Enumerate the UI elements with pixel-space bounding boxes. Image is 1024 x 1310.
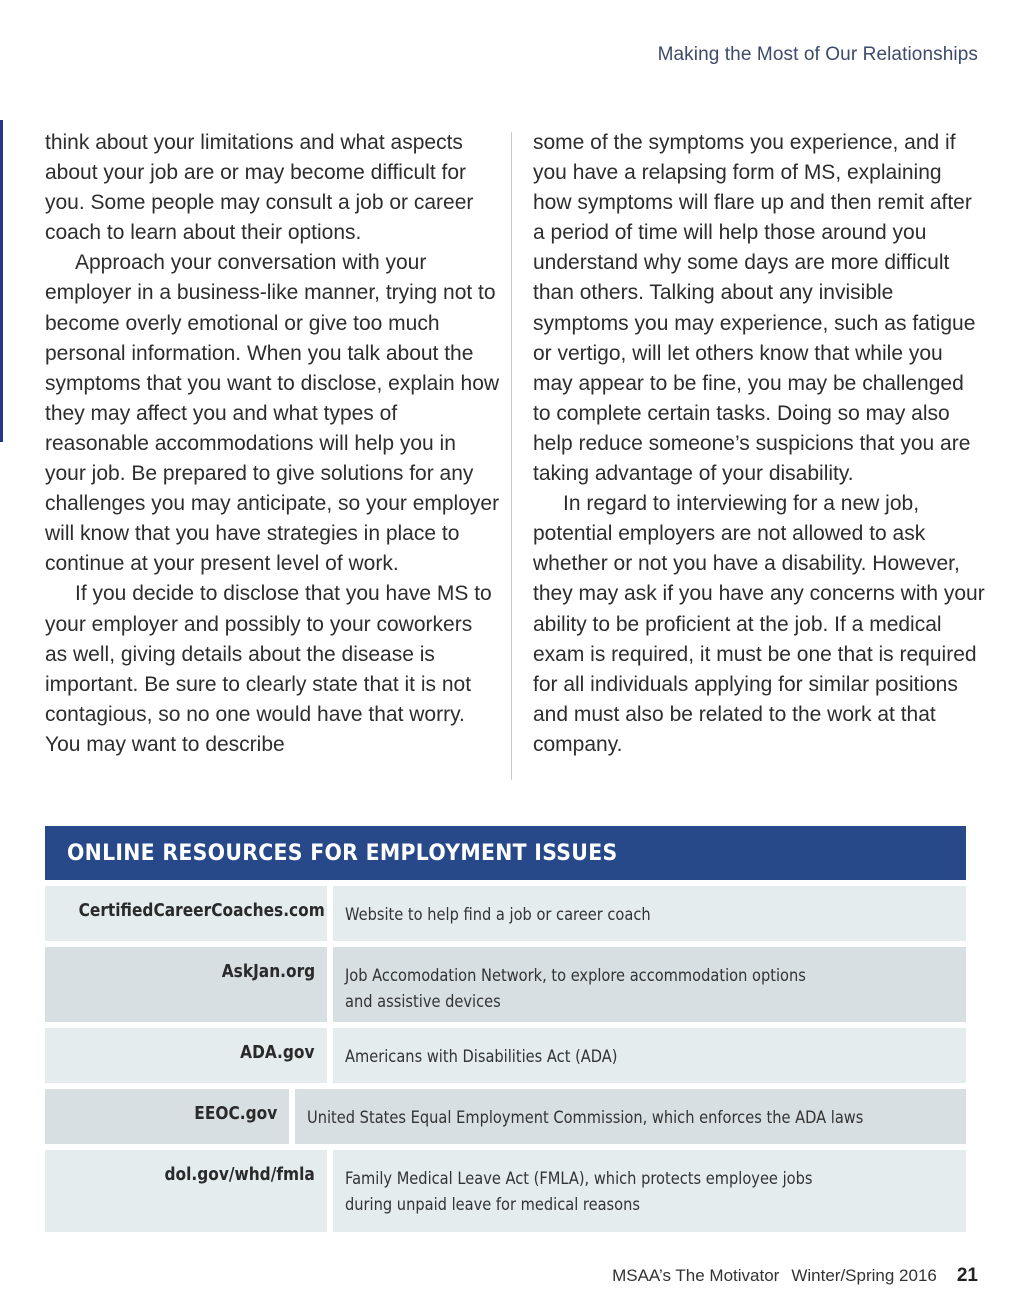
left-edge-accent-bar [0, 120, 3, 442]
page-number: 21 [956, 1265, 978, 1286]
paragraph: think about your limitations and what aspects about your job are or may become difficult for you. Some people may consult a job or career coach to learn about their options. [45, 131, 474, 245]
resources-title: ONLINE RESOURCES FOR EMPLOYMENT ISSUES [67, 840, 618, 866]
resource-description: Family Medical Leave Act (FMLA), which protects employee jobs during unpaid leave for medical reasons [333, 1150, 966, 1232]
resource-description: Job Accomodation Network, to explore accommodation options and assistive devices [333, 947, 966, 1022]
resource-row-certified-career-coaches [45, 886, 966, 941]
resource-description: Americans with Disabilities Act (ADA) [333, 1028, 966, 1083]
paragraph: some of the symptoms you experience, and if you have a relapsing form of MS, explaining how symptoms will flare up and then remit after a period of time will help those around you understand why some days are more difficult than others. Talking about any invisible symptoms you may experience, such as fatigue or vertigo, will let others know that while you may appear to be fine, you may be challenged to complete certain tasks. Doing so may also help reduce someone’s suspicions that you are taking advantage of your disability. [533, 131, 976, 486]
resource-site-link[interactable]: AskJan.org [45, 947, 327, 1022]
resource-row-askjan [45, 947, 966, 1022]
footer-publication: MSAA’s The Motivator [612, 1266, 780, 1285]
running-header: Making the Most of Our Relationships [657, 44, 978, 65]
resource-description: Website to help find a job or career coach [333, 886, 966, 941]
paragraph: Approach your conversation with your employer in a business-like manner, trying not to become overly emotional or give too much personal information. When you talk about the symptoms that you want to disclose, explain how they may affect you and what types of reasonable accommodations will help you in your job. Be prepared to give solutions for any challenges you may anticipate, so your employer will know that you have strategies in place to continue at your present level of work. [45, 251, 500, 576]
resource-row-eeoc-gov [45, 1089, 966, 1144]
resource-site-link[interactable]: EEOC.gov [45, 1089, 289, 1144]
footer-issue: Winter/Spring 2016 [791, 1266, 937, 1285]
resource-site-link[interactable]: dol.gov/whd/fmla [45, 1150, 327, 1232]
resource-row-dol-fmla [45, 1150, 966, 1232]
online-resources-table [45, 826, 966, 1232]
paragraph: If you decide to disclose that you have MS to your employer and possibly to your coworkers as well, giving details about the disease is important. Be sure to clearly state that it is not contagious, so no one would have that worry. You may want to describe [45, 582, 492, 756]
paragraph: In regard to interviewing for a new job, potential employers are not allowed to ask whether or not you have a disability. However, they may ask if you have any concerns with your ability to be proficient at the job. If a medical exam is required, it must be one that is required for all individuals applying for similar positions and must also be related to the work at that company. [533, 492, 985, 756]
resource-description: United States Equal Employment Commission, which enforces the ADA laws [295, 1089, 966, 1144]
resource-row-ada-gov [45, 1028, 966, 1083]
article-left-column [45, 128, 500, 760]
resource-site-link[interactable]: CertifiedCareerCoaches.com [45, 886, 327, 941]
column-divider [511, 132, 512, 780]
page-footer [612, 1265, 978, 1287]
resources-header-bar [45, 826, 966, 880]
article-right-column [533, 128, 985, 760]
resource-site-link[interactable]: ADA.gov [45, 1028, 327, 1083]
